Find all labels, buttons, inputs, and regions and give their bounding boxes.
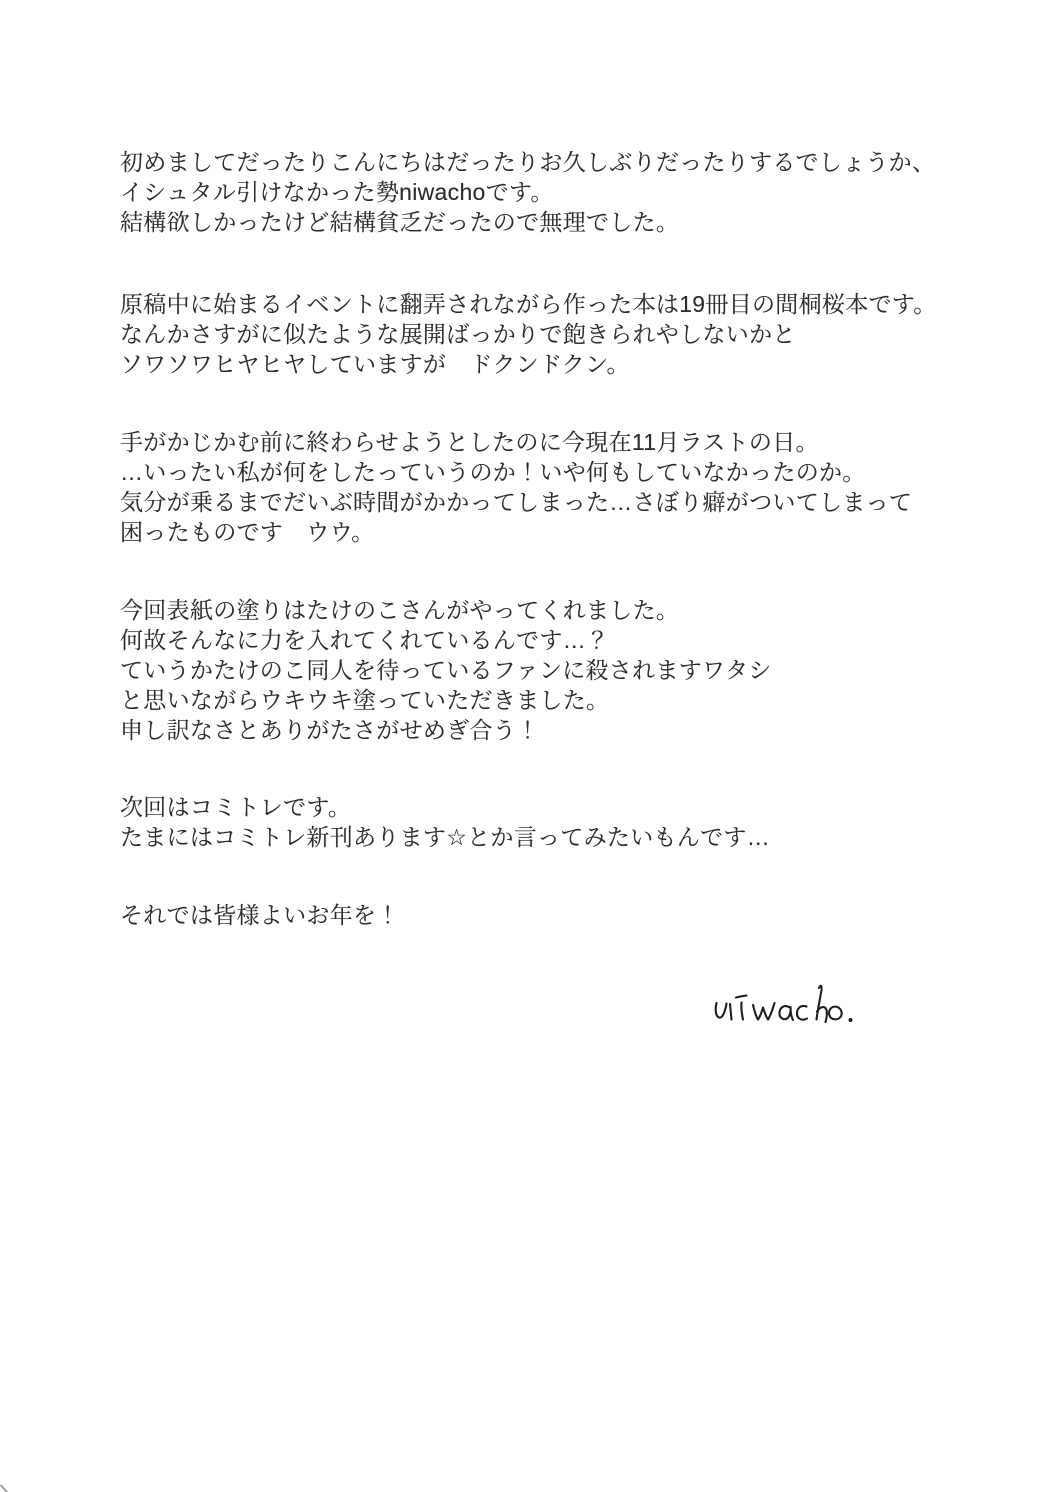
- text-line: …いったい私が何をしたっていうのか！いや何もしていなかったのか。: [120, 459, 866, 485]
- text-line: 原稿中に始まるイベントに翻弄されながら作った本は19冊目の間桐桜本です。: [120, 291, 937, 317]
- text-line: 困ったものです ウウ。: [120, 519, 375, 545]
- text-line: ソワソワヒヤヒヤしていますが ドクンドクン。: [120, 351, 630, 377]
- paragraph-farewell: [120, 900, 400, 930]
- text-line: 申し訳なさとありがたさがせめぎ合う！: [120, 717, 540, 743]
- niwacho-signature: [700, 973, 890, 1038]
- text-line: 初めましてだったりこんにちはだったりお久しぶりだったりするでしょうか、: [120, 149, 936, 175]
- text-line: 次回はコミトレです。: [120, 794, 352, 820]
- text-line: 結構欲しかったけど結構貧乏だったので無理でした。: [120, 209, 680, 235]
- text-line: 何故そんなに力を入れてくれているんです…？: [120, 627, 610, 653]
- text-line: ていうかたけのこ同人を待っているファンに殺されますワタシ: [120, 657, 772, 683]
- paragraph-book-intro: [120, 289, 937, 379]
- scan-speck-artifact: [0, 1482, 10, 1492]
- text-line: と思いながらウキウキ塗っていただきました。: [120, 687, 610, 713]
- text-line: 今回表紙の塗りはたけのこさんがやってくれました。: [120, 597, 680, 623]
- text-line: 手がかじかむ前に終わらせようとしたのに今現在11月ラストの日。: [120, 429, 819, 455]
- text-line: イシュタル引けなかった勢niwachoです。: [120, 179, 554, 205]
- paragraph-deadline: [120, 427, 912, 547]
- paragraph-cover-thanks: [120, 595, 772, 745]
- paragraph-greeting: [120, 147, 935, 237]
- text-line: なんかさすがに似たような展開ばっかりで飽きられやしないかと: [120, 321, 796, 347]
- text-line: 気分が乗るまでだいぶ時間がかかってしまった…さぼり癖がついてしまって: [120, 489, 913, 515]
- paragraph-next-event: [120, 792, 770, 852]
- text-line: たまにはコミトレ新刊あります☆とか言ってみたいもんです…: [120, 824, 771, 850]
- text-line: それでは皆様よいお年を！: [120, 902, 400, 928]
- niwacho-signature-drawing: [700, 973, 890, 1038]
